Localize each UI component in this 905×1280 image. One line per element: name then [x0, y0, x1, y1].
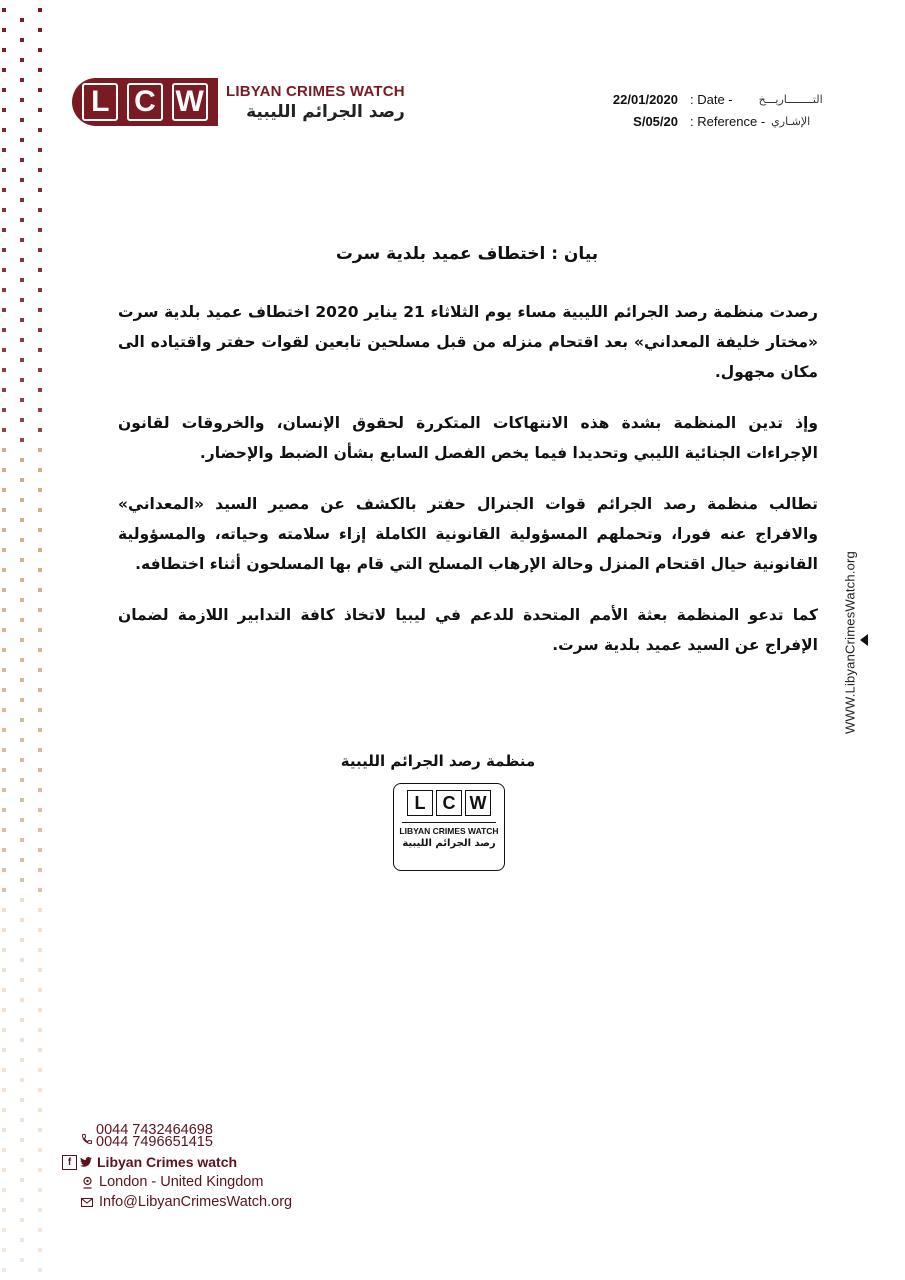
decorative-dot [20, 738, 24, 742]
decorative-dot [20, 1198, 24, 1202]
email-address[interactable]: Info@LibyanCrimesWatch.org [99, 1194, 293, 1210]
decorative-dot [38, 8, 42, 12]
decorative-dot [38, 1248, 42, 1252]
decorative-dot [2, 148, 6, 152]
decorative-dot [38, 1168, 42, 1172]
decorative-dot [20, 1038, 24, 1042]
decorative-dot [2, 588, 6, 592]
decorative-dot [2, 1208, 6, 1212]
decorative-dot [38, 988, 42, 992]
decorative-dot [2, 1248, 6, 1252]
decorative-dot [38, 728, 42, 732]
decorative-dot [20, 1218, 24, 1222]
decorative-dot [38, 28, 42, 32]
decorative-dot [2, 988, 6, 992]
decorative-dot [2, 348, 6, 352]
decorative-dot [2, 388, 6, 392]
decorative-dot [38, 928, 42, 932]
decorative-dot [20, 698, 24, 702]
date-label-en: : Date - [690, 91, 733, 107]
decorative-dot [2, 568, 6, 572]
stamp-name-en: LIBYAN CRIMES WATCH [399, 826, 499, 836]
decorative-dot [2, 1188, 6, 1192]
decorative-dot [38, 1208, 42, 1212]
decorative-dot [2, 1028, 6, 1032]
decorative-dot [20, 838, 24, 842]
paragraph-1: رصدت منظمة رصد الجرائم الليبية مساء يوم الثلاثاء 21 يناير 2020 اختطاف عميد بلدية سرت «مختار خليفة المعداني» بعد اقتحام منزله من قبل مسلحين تابعين لقوات حفتر واقتياده الى مكان مجهول. [118, 303, 818, 381]
decorative-dot [20, 138, 24, 142]
decorative-dot [2, 748, 6, 752]
reference-label-ar: الإشـاري [771, 114, 811, 128]
decorative-dot [38, 308, 42, 312]
decorative-dot [20, 218, 24, 222]
reference-label-en: : Reference - [690, 113, 766, 129]
address-text: London - United Kingdom [99, 1174, 264, 1190]
decorative-dot [2, 268, 6, 272]
paragraph-4: كما تدعو المنظمة بعثة الأمم المتحدة للدعم في ليبيا لاتخاذ كافة التدابير اللازمة لضمان الإفراج عن السيد عميد بلدية سرت. [118, 606, 818, 654]
decorative-dot [2, 848, 6, 852]
decorative-dot [38, 568, 42, 572]
paragraph-3: تطالب منظمة رصد الجرائم قوات الجنرال حفتر بالكشف عن مصير السيد «المعداني» والافراج عنه فورا، وتحملهم المسؤولية القانونية الكاملة إزاء سلامته وحياته، والمسؤولية القانونية حيال اقتحام المنزل وحالة الإرهاب المسلح التي قام بها المسلحون أثناء اختطافه. [118, 495, 818, 573]
decorative-dot [38, 1008, 42, 1012]
decorative-dot [2, 8, 6, 12]
decorative-dot [20, 358, 24, 362]
logo-badge [72, 78, 218, 126]
decorative-dot [20, 498, 24, 502]
decorative-dot [2, 468, 6, 472]
decorative-dot [2, 308, 6, 312]
decorative-dot [2, 448, 6, 452]
decorative-dot [20, 198, 24, 202]
decorative-dot [2, 168, 6, 172]
decorative-dot [38, 68, 42, 72]
decorative-dot [2, 1148, 6, 1152]
decorative-dot [38, 788, 42, 792]
decorative-dot [38, 1048, 42, 1052]
org-name-ar: رصد الجرائم الليبية [246, 101, 405, 122]
decorative-dot [38, 248, 42, 252]
decorative-dot [20, 1098, 24, 1102]
decorative-dot [20, 518, 24, 522]
decorative-dot [20, 1178, 24, 1182]
decorative-dot [20, 758, 24, 762]
decorative-dot [38, 548, 42, 552]
decorative-dot [20, 818, 24, 822]
decorative-dot [20, 1158, 24, 1162]
decorative-dot [2, 908, 6, 912]
facebook-icon[interactable]: f [62, 1155, 77, 1170]
twitter-icon[interactable] [79, 1157, 93, 1167]
decorative-dot [2, 648, 6, 652]
decorative-dot [2, 548, 6, 552]
decorative-dot [20, 938, 24, 942]
decorative-dot [38, 668, 42, 672]
decorative-dot [38, 288, 42, 292]
decorative-dot [20, 638, 24, 642]
social-handle[interactable]: Libyan Crimes watch [97, 1154, 238, 1170]
decorative-dot [2, 1268, 6, 1272]
decorative-dot [38, 468, 42, 472]
decorative-dot [20, 798, 24, 802]
decorative-dot [2, 928, 6, 932]
decorative-dot [20, 238, 24, 242]
decorative-dot [38, 368, 42, 372]
org-stamp [393, 783, 505, 871]
decorative-dot [38, 1148, 42, 1152]
decorative-dot [2, 1108, 6, 1112]
decorative-dot [2, 728, 6, 732]
decorative-dot [20, 878, 24, 882]
signature-org-name: منظمة رصد الجرائم الليبية [340, 752, 536, 770]
decorative-dot [20, 58, 24, 62]
paragraph-2: وإذ تدين المنظمة بشدة هذه الانتهاكات المتكررة لحقوق الإنسان، والخروقات لقانون الإجراءات الجنائية الليبي وتحديدا فيما يخص الفصل السابع بشأن الضبط والإحضار. [118, 414, 818, 462]
decorative-dot [2, 408, 6, 412]
decorative-dot [20, 538, 24, 542]
decorative-dot [20, 558, 24, 562]
decorative-dot [2, 228, 6, 232]
decorative-dot [20, 78, 24, 82]
decorative-dot [38, 888, 42, 892]
decorative-dot [2, 668, 6, 672]
decorative-dot [2, 48, 6, 52]
decorative-dot [2, 768, 6, 772]
decorative-dot [38, 1088, 42, 1092]
decorative-dot [38, 488, 42, 492]
decorative-dot [20, 618, 24, 622]
decorative-dot [38, 1068, 42, 1072]
decorative-dot [2, 608, 6, 612]
decorative-dot [38, 708, 42, 712]
stamp-letter-c: C [436, 790, 462, 816]
decorative-dot [38, 1128, 42, 1132]
decorative-dot [2, 1168, 6, 1172]
decorative-dot [2, 368, 6, 372]
decorative-dot [2, 188, 6, 192]
decorative-dot [38, 208, 42, 212]
decorative-dot [20, 1258, 24, 1262]
decorative-dot [38, 388, 42, 392]
decorative-dot [38, 1188, 42, 1192]
decorative-dot [20, 158, 24, 162]
decorative-dot [2, 948, 6, 952]
decorative-dot [38, 608, 42, 612]
phone-icon [78, 1133, 96, 1145]
decorative-dot [38, 588, 42, 592]
decorative-dot [2, 1048, 6, 1052]
date-label-ar: التــــــــاريـــخ [758, 92, 823, 106]
decorative-dot [20, 418, 24, 422]
decorative-dot [38, 508, 42, 512]
decorative-dot [38, 48, 42, 52]
phone-number-2[interactable]: 0044 7496651415 [96, 1134, 213, 1150]
decorative-dot [2, 808, 6, 812]
decorative-dot [20, 978, 24, 982]
decorative-dot [38, 268, 42, 272]
decorative-dot [2, 208, 6, 212]
decorative-dot [38, 228, 42, 232]
decorative-dot [20, 918, 24, 922]
decorative-dot [20, 458, 24, 462]
decorative-dot [38, 128, 42, 132]
decorative-dot [38, 748, 42, 752]
decorative-dot [38, 188, 42, 192]
decorative-dot [2, 328, 6, 332]
decorative-dot [2, 108, 6, 112]
decorative-dot [20, 998, 24, 1002]
decorative-dot [20, 898, 24, 902]
statement-title: بيان : اختطاف عميد بلدية سرت [335, 244, 599, 264]
decorative-dot [20, 278, 24, 282]
website-vertical [840, 530, 860, 760]
decorative-dot [20, 378, 24, 382]
decorative-dot [2, 68, 6, 72]
org-logo [72, 78, 405, 126]
decorative-dot [2, 1008, 6, 1012]
decorative-dot [2, 1068, 6, 1072]
decorative-dot [2, 248, 6, 252]
decorative-dot [2, 1228, 6, 1232]
decorative-dot [38, 148, 42, 152]
decorative-dot [2, 688, 6, 692]
decorative-dot [38, 1028, 42, 1032]
decorative-dot [38, 88, 42, 92]
decorative-dot [2, 88, 6, 92]
decorative-dot [20, 298, 24, 302]
decorative-dot [38, 968, 42, 972]
decorative-dot [20, 598, 24, 602]
decorative-dot [20, 858, 24, 862]
decorative-dot [2, 828, 6, 832]
org-name-en: LIBYAN CRIMES WATCH [226, 82, 405, 100]
decorative-dot [2, 1128, 6, 1132]
decorative-dot [38, 328, 42, 332]
decorative-dot [2, 288, 6, 292]
website-link[interactable]: WWW.LibyanCrimesWatch.org [842, 551, 858, 734]
decorative-dot [38, 528, 42, 532]
decorative-dot [20, 98, 24, 102]
document-meta-values [598, 88, 678, 132]
decorative-dot [2, 528, 6, 532]
decorative-dot [38, 808, 42, 812]
decorative-dot [20, 338, 24, 342]
decorative-dot [2, 868, 6, 872]
decorative-dot [20, 1118, 24, 1122]
decorative-dot [20, 1018, 24, 1022]
email-icon [80, 1198, 94, 1207]
decorative-dot [38, 868, 42, 872]
stamp-divider [402, 822, 496, 823]
logo-letter-l: L [82, 83, 118, 121]
decorative-dot [2, 708, 6, 712]
decorative-dot [2, 968, 6, 972]
decorative-dot [38, 428, 42, 432]
decorative-dot [2, 1088, 6, 1092]
decorative-dot-border [0, 0, 46, 1280]
reference-value: S/05/20 [633, 113, 678, 129]
decorative-dot [2, 488, 6, 492]
decorative-dot [38, 108, 42, 112]
stamp-name-ar: رصد الجرائم الليبية [402, 838, 496, 849]
decorative-dot [20, 578, 24, 582]
decorative-dot [38, 768, 42, 772]
stamp-letter-l: L [407, 790, 433, 816]
arrow-left-icon [860, 634, 868, 646]
decorative-dot [38, 1228, 42, 1232]
logo-letter-w: W [172, 83, 208, 121]
decorative-dot [38, 628, 42, 632]
decorative-dot [38, 168, 42, 172]
decorative-dot [2, 788, 6, 792]
decorative-dot [2, 628, 6, 632]
decorative-dot [38, 1268, 42, 1272]
decorative-dot [38, 948, 42, 952]
date-value: 22/01/2020 [612, 91, 678, 107]
decorative-dot [2, 508, 6, 512]
decorative-dot [2, 888, 6, 892]
decorative-dot [20, 478, 24, 482]
decorative-dot [20, 398, 24, 402]
decorative-dot [20, 178, 24, 182]
decorative-dot [20, 1238, 24, 1242]
decorative-dot [38, 688, 42, 692]
logo-letter-c: C [127, 83, 163, 121]
decorative-dot [38, 408, 42, 412]
decorative-dot [2, 428, 6, 432]
decorative-dot [20, 958, 24, 962]
decorative-dot [20, 1058, 24, 1062]
decorative-dot [38, 908, 42, 912]
decorative-dot [2, 128, 6, 132]
decorative-dot [20, 658, 24, 662]
decorative-dot [20, 1078, 24, 1082]
decorative-dot [38, 648, 42, 652]
phone-number-1[interactable]: 0044 7432464698 [96, 1122, 213, 1138]
decorative-dot [2, 28, 6, 32]
decorative-dot [20, 438, 24, 442]
decorative-dot [20, 1138, 24, 1142]
location-icon [80, 1176, 94, 1189]
decorative-dot [38, 828, 42, 832]
stamp-letter-w: W [465, 790, 491, 816]
decorative-dot [20, 38, 24, 42]
decorative-dot [38, 348, 42, 352]
decorative-dot [20, 718, 24, 722]
decorative-dot [38, 1108, 42, 1112]
decorative-dot [20, 258, 24, 262]
decorative-dot [20, 18, 24, 22]
decorative-dot [38, 848, 42, 852]
decorative-dot [20, 778, 24, 782]
decorative-dot [20, 678, 24, 682]
document-meta-labels [690, 88, 840, 132]
decorative-dot [20, 118, 24, 122]
decorative-dot [20, 318, 24, 322]
decorative-dot [38, 448, 42, 452]
